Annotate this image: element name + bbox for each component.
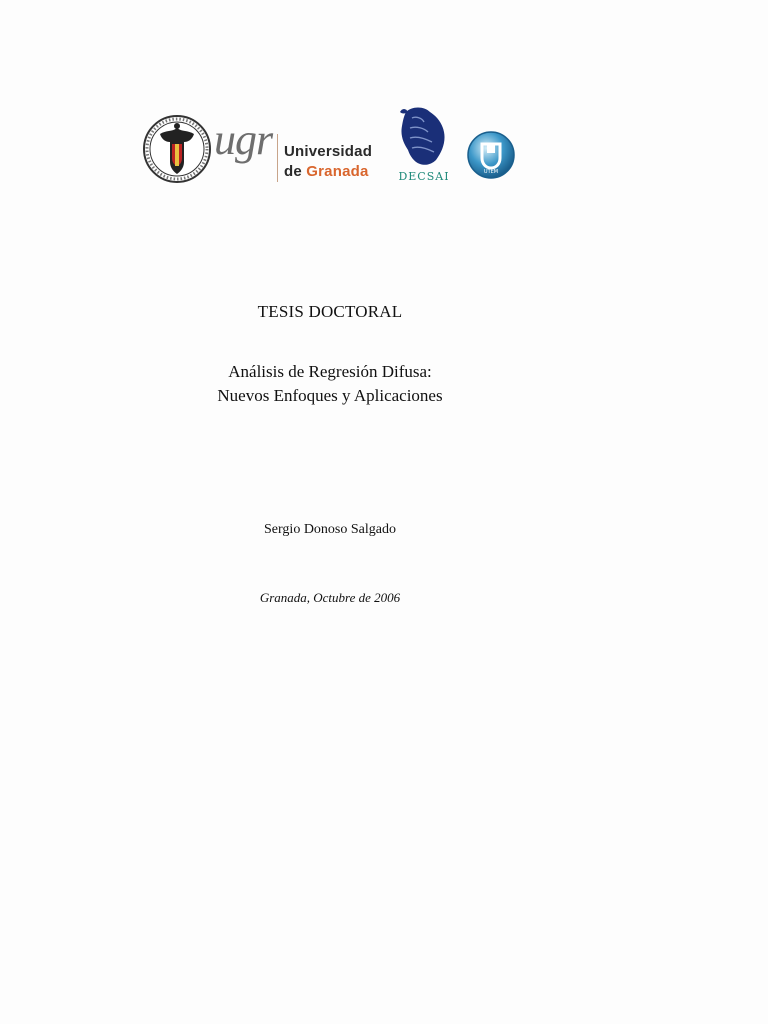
university-name-accent: Granada: [306, 163, 369, 180]
university-seal-icon: [142, 114, 212, 184]
place-date: Granada, Octubre de 2006: [259, 590, 401, 605]
logo-divider: [277, 134, 278, 182]
thesis-title: [130, 360, 530, 408]
university-name-line2: [284, 162, 372, 182]
author-name: Sergio Donoso Salgado: [264, 522, 396, 537]
logo-band: [140, 104, 530, 190]
university-name-prefix: de: [284, 163, 302, 180]
university-name: [284, 142, 372, 182]
thesis-title-line1: Análisis de Regresión Difusa:: [228, 362, 432, 381]
utem-globe-icon: [466, 130, 516, 180]
utem-label: UTEM: [483, 169, 499, 175]
ugr-wordmark: ugr: [214, 115, 273, 164]
decsai-label: DECSAI: [398, 170, 450, 183]
thesis-kind: TESIS DOCTORAL: [257, 302, 403, 321]
university-name-line1: Universidad: [284, 143, 373, 160]
thesis-title-line2: Nuevos Enfoques y Aplicaciones: [217, 386, 443, 405]
